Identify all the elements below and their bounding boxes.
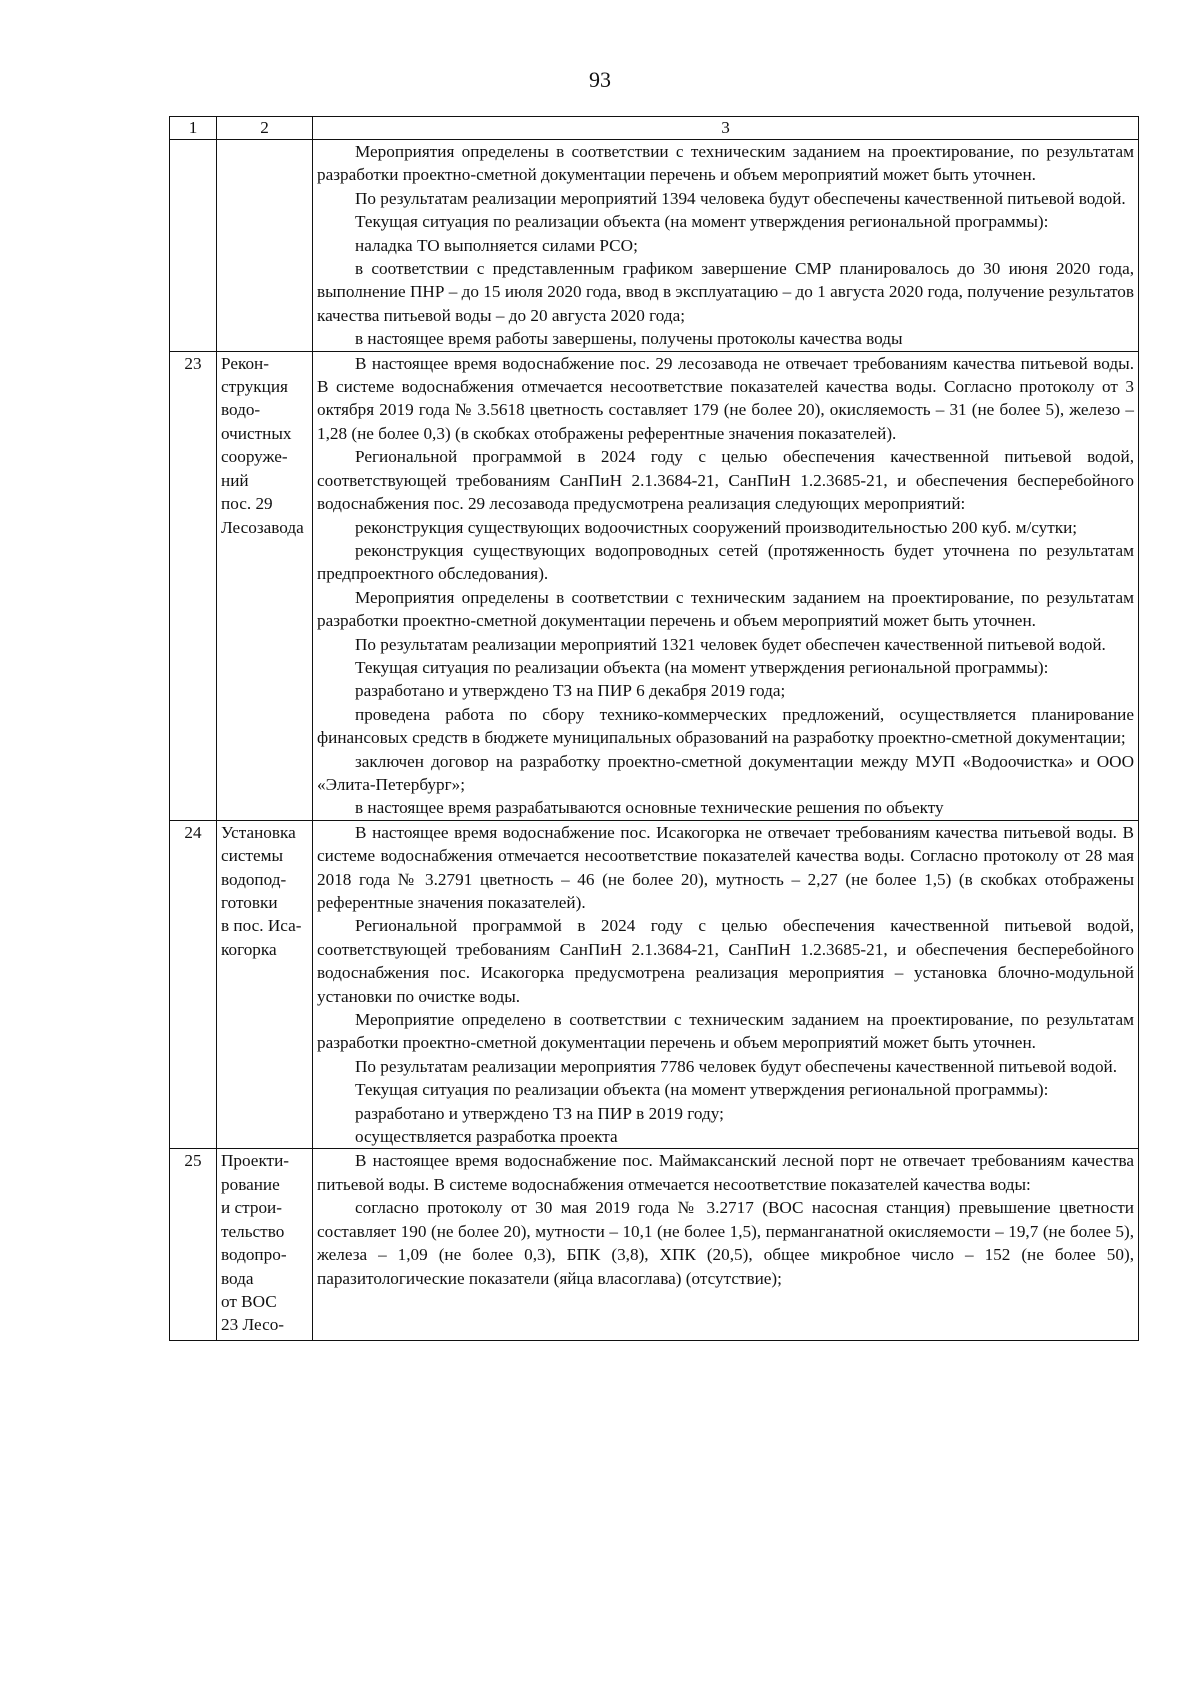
paragraph: в соответствии с представленным графиком завершение СМР планировалось до 30 июня 2020 года, выполнение ПНР – до 15 июля 2020 года, ввод в эксплуатацию – до 1 августа 2020 года, получение результатов качества питьевой воды – до 20 августа 2020 года;: [317, 259, 1134, 325]
name-line: рование: [221, 1174, 280, 1194]
page-number: 93: [589, 67, 611, 92]
name-line: водопод-: [221, 869, 287, 889]
table-row-24: [170, 820, 1139, 1149]
paragraph: Мероприятия определены в соответствии с техническим заданием на проектирование, по результатам разработки проектно-сметной документации перечень и объем мероприятий может быть уточнен.: [317, 142, 1134, 185]
row-number: 25: [170, 1149, 217, 1341]
name-line: Проекти-: [221, 1151, 289, 1171]
paragraph: По результатам реализации мероприятия 7786 человек будут обеспечены качественной питьевой водой.: [355, 1056, 1118, 1076]
paragraph: наладка ТО выполняется силами РСО;: [355, 235, 638, 255]
row-number: [170, 140, 217, 352]
column-header-1: 1: [170, 117, 217, 140]
paragraph: В настоящее время водоснабжение пос. 29 лесозавода не отвечает требованиям качества питьевой воды. В системе водоснабжения отмечается несоответствие показателей качества воды. Согласно протоколу от 3 октября 2019 года № 3.5618 цветность составляет 179 (не более 20), окисляемость – 31 (не более 5), железо – 1,28 (не более 0,3) (в скобках отображены референтные значения показателей).: [317, 353, 1134, 443]
paragraph: Текущая ситуация по реализации объекта (на момент утверждения региональной программы):: [355, 657, 1049, 677]
paragraph: Текущая ситуация по реализации объекта (на момент утверждения региональной программы):: [355, 1080, 1049, 1100]
paragraph: реконструкция существующих водоочистных сооружений производительностью 200 куб. м/сутки;: [355, 517, 1078, 537]
name-line: в пос. Иса-: [221, 916, 302, 936]
paragraph: согласно протоколу от 30 мая 2019 года № 3.2717 (ВОС насосная станция) превышение цветности составляет 190 (не более 20), мутности – 10,1 (не более 1,5), перманганатной окисляемости – 19,7 (не более 5), железа – 1,09 (не более 0,3), БПК (3,8), ХПК (20,5), общее микробное число – 152 (не более 50), паразитологические показатели (яйца власоглава) (отсутствие);: [317, 1198, 1134, 1288]
table-row-continuation: [170, 140, 1139, 352]
name-line: Лесозавода: [221, 517, 304, 537]
paragraph: Региональной программой в 2024 году с целью обеспечения качественной питьевой водой, соответствующей требованиям СанПиН 2.1.3684-21, СанПиН 1.2.3685-21, и обеспечения бесперебойного водоснабжения пос. Исакогорка предусмотрена реализация мероприятия – установка блочно-модульной установки по очистке воды.: [317, 916, 1134, 1006]
name-line: Установка: [221, 822, 296, 842]
paragraph: проведена работа по сбору технико-коммерческих предложений, осуществляется планирование финансовых средств в бюджете муниципальных образований на разработку проектно-сметной документации;: [317, 704, 1134, 748]
paragraph: осуществляется разработка проекта: [355, 1127, 618, 1147]
name-line: Рекон-: [221, 353, 269, 373]
name-line: когорка: [221, 939, 277, 959]
table-row-23: [170, 351, 1139, 820]
name-line: сооруже-: [221, 447, 288, 467]
name-line: готовки: [221, 893, 278, 912]
name-line: 23 Лесо-: [221, 1315, 285, 1335]
name-line: от ВОС: [221, 1291, 277, 1311]
paragraph: Текущая ситуация по реализации объекта (на момент утверждения региональной программы):: [355, 212, 1049, 232]
name-line: очистных: [221, 423, 292, 443]
name-line: струкция: [221, 377, 288, 397]
name-line: водо-: [221, 400, 261, 420]
name-line: вода: [221, 1268, 254, 1288]
row-name: [217, 351, 313, 820]
paragraph: Мероприятия определены в соответствии с техническим заданием на проектирование, по результатам разработки проектно-сметной документации перечень и объем мероприятий может быть уточнен.: [317, 587, 1134, 631]
row-number: 23: [170, 351, 217, 820]
paragraph: заключен договор на разработку проектно-сметной документации между МУП «Водоочистка» и ООО «Элита-Петербург»;: [317, 751, 1134, 794]
table-row-25: [170, 1149, 1139, 1341]
measures-table: [169, 116, 1139, 1341]
name-line: тельство: [221, 1221, 285, 1241]
table-header-row: [170, 117, 1139, 140]
paragraph: В настоящее время водоснабжение пос. Исакогорка не отвечает требованиям качества питьевой воды. В системе водоснабжения отмечается несоответствие показателей качества воды. Согласно протоколу от 28 мая 2018 года № 3.2791 цветность – 46 (не более 20), мутность – 2,27 (не более 1,5) (в скобках отображены референтные значения показателей).: [317, 822, 1134, 912]
row-name: [217, 140, 313, 352]
column-header-3: 3: [313, 117, 1139, 140]
name-line: ний: [221, 470, 249, 490]
name-line: водопро-: [221, 1245, 287, 1265]
row-description: [313, 140, 1139, 352]
paragraph: По результатам реализации мероприятий 1394 человека будут обеспечены качественной питьевой водой.: [355, 188, 1126, 208]
paragraph: в настоящее время работы завершены, получены протоколы качества воды: [355, 329, 903, 349]
paragraph: По результатам реализации мероприятий 1321 человек будет обеспечен качественной питьевой водой.: [355, 634, 1106, 654]
paragraph: разработано и утверждено ТЗ на ПИР 6 декабря 2019 года;: [355, 681, 786, 701]
name-line: пос. 29: [221, 494, 273, 514]
paragraph: В настоящее время водоснабжение пос. Маймаксанский лесной порт не отвечает требованиям качества питьевой воды. В системе водоснабжения отмечается несоответствие показателей качества воды:: [317, 1151, 1134, 1194]
row-name: [217, 1149, 313, 1341]
paragraph: Мероприятие определено в соответствии с техническим заданием на проектирование, по результатам разработки проектно-сметной документации перечень и объем мероприятий может быть уточнен.: [317, 1010, 1134, 1053]
paragraph: Региональной программой в 2024 году с целью обеспечения качественной питьевой водой, соответствующей требованиям СанПиН 2.1.3684-21, СанПиН 1.2.3685-21, и обеспечения бесперебойного водоснабжения пос. 29 лесозавода предусмотрена реализация следующих мероприятий:: [317, 447, 1134, 514]
name-line: системы: [221, 846, 284, 866]
row-number: 24: [170, 820, 217, 1149]
row-description: [313, 351, 1139, 820]
paragraph: в настоящее время разрабатываются основные технические решения по объекту: [355, 798, 944, 818]
row-description: [313, 1149, 1139, 1341]
name-line: и строи-: [221, 1198, 282, 1218]
paragraph: разработано и утверждено ТЗ на ПИР в 2019 году;: [355, 1103, 724, 1123]
row-name: [217, 820, 313, 1149]
column-header-2: 2: [217, 117, 313, 140]
row-description: [313, 820, 1139, 1149]
paragraph: реконструкция существующих водопроводных сетей (протяженность будет уточнена по результатам предпроектного обследования).: [317, 540, 1134, 584]
